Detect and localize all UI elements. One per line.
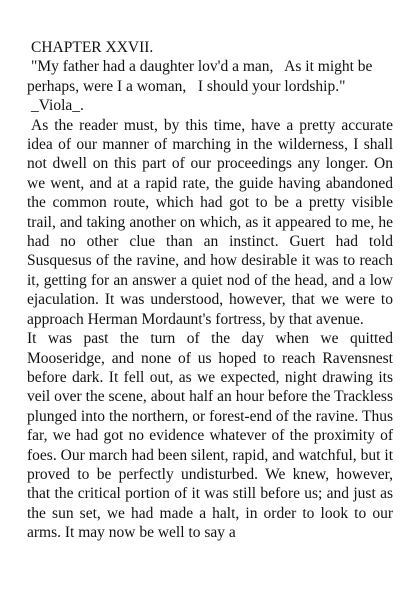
epigraph-attribution: _Viola_. [31,97,84,115]
epigraph-quote: "My father had a daughter lov'd a man, As it might be perhaps, were I a woman, I should your lordship." [27,58,377,95]
body-paragraph: It was past the turn of the day when we quitted Mooseridge, and none of us hoped to reach Ravensnest before dark. It fell out, as we expected, night drawing its veil over the scene, about half an hour before the Trackless plunged into the northern, or forest-end of the ravine. Thus far, we had got no evidence whatever of the proximity of foes. Our march had been silent, rapid, and watchful, but it proved to be perfectly undisturbed. We knew, however, that the critical portion of it was still before us; and just as the sun set, we had made a halt, in order to look to our arms. It may now be well to say a [27,330,393,542]
body-paragraph: As the reader must, by this time, have a pretty accurate idea of our manner of marching in the wilderness, I shall not dwell on this part of our proceedings any longer. On we went, and at a rapid rate, the guide having abandoned the common route, which had got to be a pretty visible trail, and taking another on which, as it appeared to me, he had no other clue than an instinct. Guert had told Susquesus of the ravine, and how desirable it was to reach it, getting for an answer a quiet nod of the head, and a low ejaculation. It was understood, however, that we were to approach Herman Mordaunt's fortress, by that avenue. [27,116,393,328]
book-page [27,38,393,543]
chapter-heading: CHAPTER XXVII. [31,39,154,56]
